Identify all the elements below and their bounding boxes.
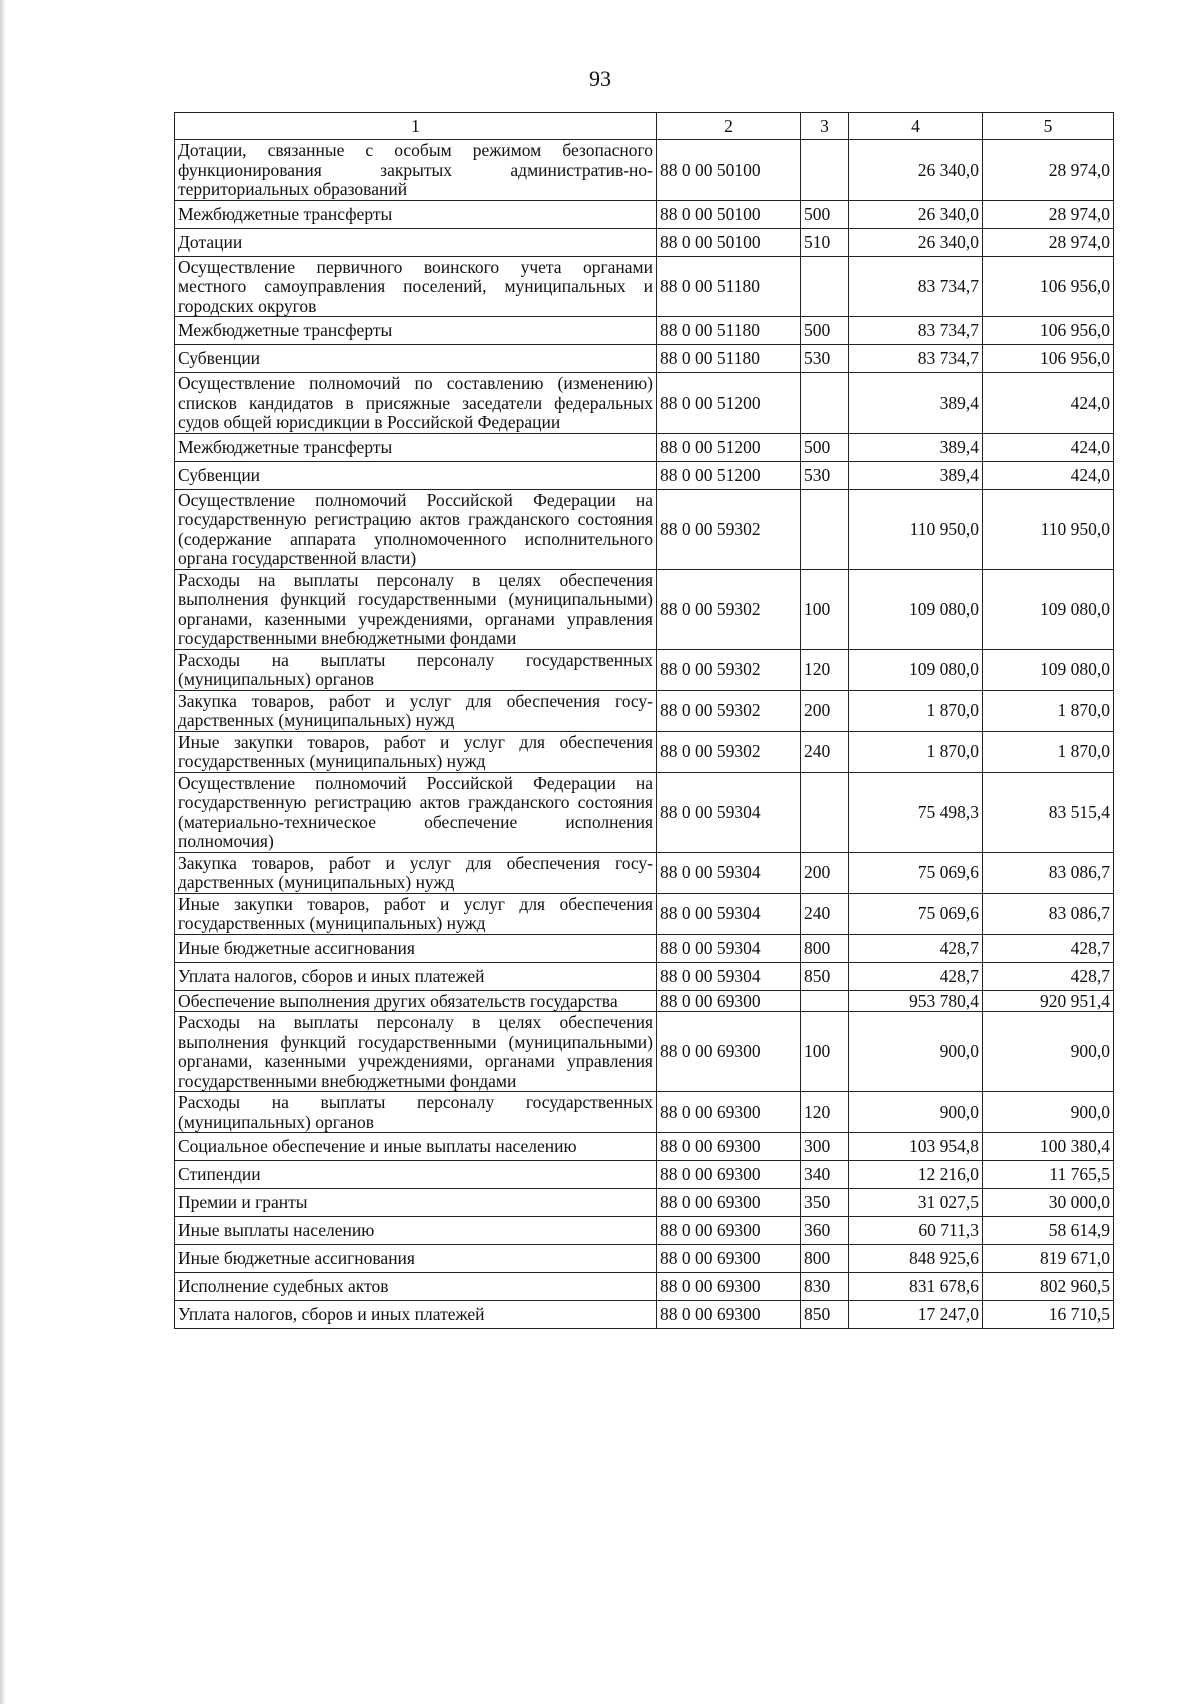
amount-year1-cell: 109 080,0	[849, 649, 983, 690]
amount-year2-cell: 83 515,4	[983, 772, 1114, 852]
expense-name-cell: Дотации, связанные с особым режимом безопасного функционирования закрытых административ-но-территориальных образований	[175, 140, 657, 201]
table-row	[175, 140, 1114, 201]
table-row	[175, 772, 1114, 852]
target-article-code-cell: 88 0 00 69300	[657, 1161, 801, 1189]
target-article-code-cell: 88 0 00 50100	[657, 200, 801, 228]
table-row	[175, 569, 1114, 649]
amount-year1-cell: 1 870,0	[849, 731, 983, 772]
amount-year1-cell: 26 340,0	[849, 140, 983, 201]
expense-name-cell: Иные закупки товаров, работ и услуг для обеспечения государственных (муниципальных) нужд	[175, 731, 657, 772]
amount-year2-cell: 11 765,5	[983, 1161, 1114, 1189]
expense-type-code-cell	[801, 140, 849, 201]
target-article-code-cell: 88 0 00 59304	[657, 893, 801, 934]
target-article-code-cell: 88 0 00 69300	[657, 1245, 801, 1273]
amount-year1-cell: 953 780,4	[849, 990, 983, 1012]
budget-table	[174, 112, 1114, 1329]
amount-year1-cell: 75 498,3	[849, 772, 983, 852]
amount-year1-cell: 831 678,6	[849, 1273, 983, 1301]
expense-name-cell: Субвенции	[175, 345, 657, 373]
table-row	[175, 1012, 1114, 1092]
amount-year1-cell: 389,4	[849, 373, 983, 434]
expense-name-cell: Осуществление полномочий Российской Федерации на государственную регистрацию актов гражданского состояния (материально-техническое обеспечение исполнения полномочия)	[175, 772, 657, 852]
amount-year2-cell: 106 956,0	[983, 317, 1114, 345]
amount-year2-cell: 819 671,0	[983, 1245, 1114, 1273]
amount-year1-cell: 900,0	[849, 1092, 983, 1133]
amount-year1-cell: 389,4	[849, 461, 983, 489]
amount-year1-cell: 110 950,0	[849, 489, 983, 569]
expense-name-cell: Стипендии	[175, 1161, 657, 1189]
target-article-code-cell: 88 0 00 51200	[657, 433, 801, 461]
amount-year1-cell: 428,7	[849, 934, 983, 962]
table-row	[175, 1133, 1114, 1161]
table-row	[175, 962, 1114, 990]
expense-type-code-cell: 300	[801, 1133, 849, 1161]
table-row	[175, 893, 1114, 934]
target-article-code-cell: 88 0 00 51180	[657, 317, 801, 345]
expense-type-code-cell: 530	[801, 345, 849, 373]
expense-type-code-cell: 100	[801, 569, 849, 649]
amount-year1-cell: 848 925,6	[849, 1245, 983, 1273]
column-header: 1	[175, 113, 657, 140]
amount-year2-cell: 1 870,0	[983, 690, 1114, 731]
expense-name-cell: Субвенции	[175, 461, 657, 489]
expense-type-code-cell: 200	[801, 852, 849, 893]
amount-year2-cell: 424,0	[983, 461, 1114, 489]
amount-year1-cell: 17 247,0	[849, 1301, 983, 1329]
table-row	[175, 1161, 1114, 1189]
expense-type-code-cell	[801, 373, 849, 434]
amount-year1-cell: 31 027,5	[849, 1189, 983, 1217]
expense-type-code-cell: 240	[801, 731, 849, 772]
expense-type-code-cell	[801, 772, 849, 852]
expense-name-cell: Расходы на выплаты персоналу в целях обеспечения выполнения функций государственными (муниципальными) органами, казенными учреждениями, органами управления государственными внебюджетными фондами	[175, 569, 657, 649]
amount-year2-cell: 16 710,5	[983, 1301, 1114, 1329]
amount-year2-cell: 424,0	[983, 433, 1114, 461]
expense-name-cell: Закупка товаров, работ и услуг для обеспечения государственных (муниципальных) нужд	[175, 852, 657, 893]
expense-type-code-cell	[801, 489, 849, 569]
amount-year2-cell: 58 614,9	[983, 1217, 1114, 1245]
table-row	[175, 852, 1114, 893]
amount-year1-cell: 26 340,0	[849, 228, 983, 256]
table-row	[175, 200, 1114, 228]
expense-name-cell: Осуществление полномочий по составлению (изменению) списков кандидатов в присяжные заседатели федеральных судов общей юрисдикции в Российской Федерации	[175, 373, 657, 434]
target-article-code-cell: 88 0 00 59304	[657, 962, 801, 990]
table-row	[175, 345, 1114, 373]
amount-year2-cell: 83 086,7	[983, 893, 1114, 934]
expense-type-code-cell: 850	[801, 1301, 849, 1329]
column-header: 2	[657, 113, 801, 140]
target-article-code-cell: 88 0 00 51180	[657, 345, 801, 373]
expense-name-cell: Осуществление полномочий Российской Федерации на государственную регистрацию актов гражданского состояния (содержание аппарата уполномоченного исполнительного органа государственной власти)	[175, 489, 657, 569]
expense-name-cell: Межбюджетные трансферты	[175, 200, 657, 228]
amount-year1-cell: 75 069,6	[849, 852, 983, 893]
target-article-code-cell: 88 0 00 59302	[657, 690, 801, 731]
target-article-code-cell: 88 0 00 69300	[657, 990, 801, 1012]
amount-year2-cell: 28 974,0	[983, 140, 1114, 201]
amount-year2-cell: 30 000,0	[983, 1189, 1114, 1217]
table-row	[175, 1092, 1114, 1133]
target-article-code-cell: 88 0 00 50100	[657, 228, 801, 256]
target-article-code-cell: 88 0 00 69300	[657, 1273, 801, 1301]
expense-type-code-cell: 500	[801, 200, 849, 228]
amount-year2-cell: 106 956,0	[983, 256, 1114, 317]
amount-year1-cell: 1 870,0	[849, 690, 983, 731]
amount-year2-cell: 920 951,4	[983, 990, 1114, 1012]
table-row	[175, 256, 1114, 317]
expense-type-code-cell: 850	[801, 962, 849, 990]
target-article-code-cell: 88 0 00 59304	[657, 772, 801, 852]
target-article-code-cell: 88 0 00 50100	[657, 140, 801, 201]
table-row	[175, 461, 1114, 489]
table-row	[175, 317, 1114, 345]
amount-year1-cell: 26 340,0	[849, 200, 983, 228]
amount-year2-cell: 28 974,0	[983, 200, 1114, 228]
target-article-code-cell: 88 0 00 59302	[657, 569, 801, 649]
target-article-code-cell: 88 0 00 69300	[657, 1012, 801, 1092]
amount-year2-cell: 100 380,4	[983, 1133, 1114, 1161]
table-row	[175, 433, 1114, 461]
expense-type-code-cell: 120	[801, 649, 849, 690]
target-article-code-cell: 88 0 00 59302	[657, 731, 801, 772]
table-row	[175, 690, 1114, 731]
expense-name-cell: Иные закупки товаров, работ и услуг для обеспечения государственных (муниципальных) нужд	[175, 893, 657, 934]
amount-year2-cell: 802 960,5	[983, 1273, 1114, 1301]
amount-year1-cell: 12 216,0	[849, 1161, 983, 1189]
amount-year2-cell: 109 080,0	[983, 569, 1114, 649]
column-header: 5	[983, 113, 1114, 140]
table-row	[175, 1245, 1114, 1273]
expense-name-cell: Исполнение судебных актов	[175, 1273, 657, 1301]
expense-name-cell: Осуществление первичного воинского учета органами местного самоуправления поселений, муниципальных и городских округов	[175, 256, 657, 317]
expense-type-code-cell: 500	[801, 317, 849, 345]
expense-name-cell: Дотации	[175, 228, 657, 256]
table-row	[175, 990, 1114, 1012]
target-article-code-cell: 88 0 00 69300	[657, 1092, 801, 1133]
amount-year1-cell: 103 954,8	[849, 1133, 983, 1161]
expense-type-code-cell: 800	[801, 934, 849, 962]
table-row	[175, 731, 1114, 772]
expense-type-code-cell: 500	[801, 433, 849, 461]
amount-year1-cell: 389,4	[849, 433, 983, 461]
target-article-code-cell: 88 0 00 51200	[657, 461, 801, 489]
table-row	[175, 373, 1114, 434]
expense-type-code-cell: 360	[801, 1217, 849, 1245]
expense-name-cell: Расходы на выплаты персоналу в целях обеспечения выполнения функций государственными (муниципальными) органами, казенными учреждениями, органами управления государственными внебюджетными фондами	[175, 1012, 657, 1092]
target-article-code-cell: 88 0 00 69300	[657, 1301, 801, 1329]
expense-type-code-cell: 120	[801, 1092, 849, 1133]
expense-type-code-cell	[801, 256, 849, 317]
amount-year2-cell: 424,0	[983, 373, 1114, 434]
table-row	[175, 649, 1114, 690]
expense-name-cell: Иные выплаты населению	[175, 1217, 657, 1245]
table-row	[175, 228, 1114, 256]
target-article-code-cell: 88 0 00 59304	[657, 852, 801, 893]
expense-type-code-cell: 830	[801, 1273, 849, 1301]
expense-type-code-cell: 240	[801, 893, 849, 934]
expense-type-code-cell: 100	[801, 1012, 849, 1092]
target-article-code-cell: 88 0 00 51180	[657, 256, 801, 317]
target-article-code-cell: 88 0 00 69300	[657, 1217, 801, 1245]
expense-name-cell: Межбюджетные трансферты	[175, 433, 657, 461]
amount-year2-cell: 106 956,0	[983, 345, 1114, 373]
table-row	[175, 489, 1114, 569]
expense-type-code-cell	[801, 990, 849, 1012]
amount-year2-cell: 83 086,7	[983, 852, 1114, 893]
expense-name-cell: Расходы на выплаты персоналу государственных (муниципальных) органов	[175, 1092, 657, 1133]
target-article-code-cell: 88 0 00 59304	[657, 934, 801, 962]
amount-year1-cell: 83 734,7	[849, 256, 983, 317]
scan-edge-shadow	[0, 0, 6, 1704]
table-row	[175, 1217, 1114, 1245]
column-header: 3	[801, 113, 849, 140]
expense-type-code-cell: 350	[801, 1189, 849, 1217]
expense-type-code-cell: 530	[801, 461, 849, 489]
amount-year2-cell: 109 080,0	[983, 649, 1114, 690]
table-row	[175, 934, 1114, 962]
target-article-code-cell: 88 0 00 69300	[657, 1133, 801, 1161]
expense-name-cell: Иные бюджетные ассигнования	[175, 934, 657, 962]
expense-type-code-cell: 200	[801, 690, 849, 731]
expense-type-code-cell: 510	[801, 228, 849, 256]
amount-year2-cell: 428,7	[983, 962, 1114, 990]
target-article-code-cell: 88 0 00 51200	[657, 373, 801, 434]
target-article-code-cell: 88 0 00 69300	[657, 1189, 801, 1217]
expense-name-cell: Обеспечение выполнения других обязательств государства	[175, 990, 657, 1012]
amount-year2-cell: 28 974,0	[983, 228, 1114, 256]
amount-year1-cell: 83 734,7	[849, 317, 983, 345]
amount-year1-cell: 83 734,7	[849, 345, 983, 373]
target-article-code-cell: 88 0 00 59302	[657, 649, 801, 690]
amount-year2-cell: 428,7	[983, 934, 1114, 962]
table-row	[175, 1301, 1114, 1329]
expense-name-cell: Межбюджетные трансферты	[175, 317, 657, 345]
expense-name-cell: Уплата налогов, сборов и иных платежей	[175, 962, 657, 990]
table-header-row	[175, 113, 1114, 140]
table-row	[175, 1189, 1114, 1217]
target-article-code-cell: 88 0 00 59302	[657, 489, 801, 569]
table-body	[175, 140, 1114, 1329]
amount-year2-cell: 900,0	[983, 1092, 1114, 1133]
expense-name-cell: Уплата налогов, сборов и иных платежей	[175, 1301, 657, 1329]
column-header: 4	[849, 113, 983, 140]
amount-year2-cell: 1 870,0	[983, 731, 1114, 772]
page-number: 93	[589, 66, 611, 91]
amount-year1-cell: 900,0	[849, 1012, 983, 1092]
amount-year2-cell: 900,0	[983, 1012, 1114, 1092]
amount-year1-cell: 60 711,3	[849, 1217, 983, 1245]
amount-year2-cell: 110 950,0	[983, 489, 1114, 569]
amount-year1-cell: 75 069,6	[849, 893, 983, 934]
expense-name-cell: Расходы на выплаты персоналу государственных (муниципальных) органов	[175, 649, 657, 690]
expense-type-code-cell: 800	[801, 1245, 849, 1273]
expense-type-code-cell: 340	[801, 1161, 849, 1189]
amount-year1-cell: 428,7	[849, 962, 983, 990]
expense-name-cell: Премии и гранты	[175, 1189, 657, 1217]
amount-year1-cell: 109 080,0	[849, 569, 983, 649]
expense-name-cell: Закупка товаров, работ и услуг для обеспечения государственных (муниципальных) нужд	[175, 690, 657, 731]
expense-name-cell: Социальное обеспечение и иные выплаты населению	[175, 1133, 657, 1161]
expense-name-cell: Иные бюджетные ассигнования	[175, 1245, 657, 1273]
table-row	[175, 1273, 1114, 1301]
